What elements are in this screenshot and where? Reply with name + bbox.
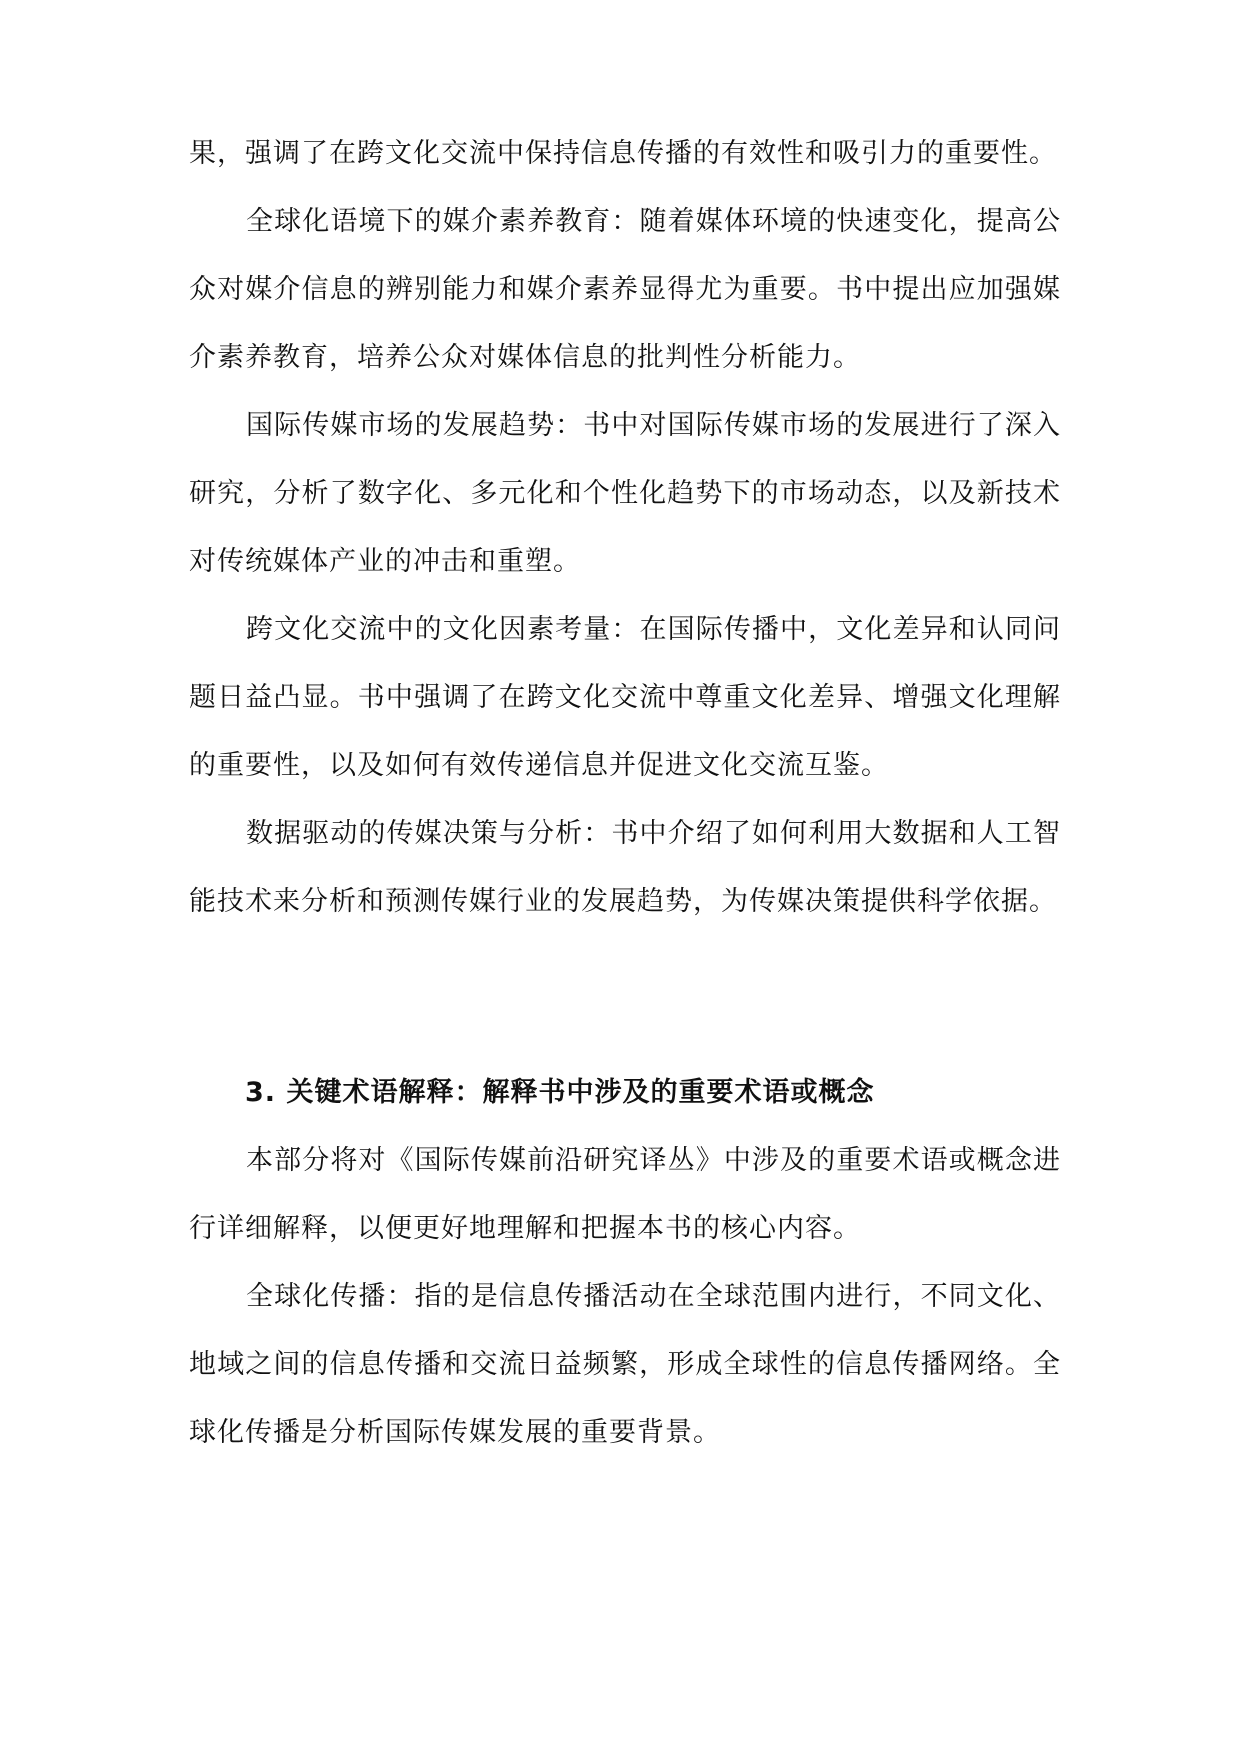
section-heading: 3. 关键术语解释：解释书中涉及的重要术语或概念 — [245, 1077, 875, 1108]
paragraph-data-driven: 数据驱动的传媒决策与分析：书中介绍了如何利用大数据和人工智能技术来分析和预测传媒行业的发展趋势，为传媒决策提供科学依据。 — [189, 818, 1061, 917]
paragraph-section-intro: 本部分将对《国际传媒前沿研究译丛》中涉及的重要术语或概念进行详细解释，以便更好地理解和把握本书的核心内容。 — [189, 1145, 1061, 1244]
paragraph-continuation: 果，强调了在跨文化交流中保持信息传播的有效性和吸引力的重要性。 — [189, 138, 1057, 169]
paragraph-market-trends: 国际传媒市场的发展趋势：书中对国际传媒市场的发展进行了深入研究，分析了数字化、多元化和个性化趋势下的市场动态，以及新技术对传统媒体产业的冲击和重塑。 — [189, 410, 1061, 577]
paragraph-term-globalization: 全球化传播：指的是信息传播活动在全球范围内进行，不同文化、地域之间的信息传播和交流日益频繁，形成全球性的信息传播网络。全球化传播是分析国际传媒发展的重要背景。 — [189, 1281, 1061, 1448]
paragraph-media-literacy: 全球化语境下的媒介素养教育：随着媒体环境的快速变化，提高公众对媒介信息的辨别能力和媒介素养显得尤为重要。书中提出应加强媒介素养教育，培养公众对媒体信息的批判性分析能力。 — [189, 206, 1061, 373]
paragraph-cultural-factors: 跨文化交流中的文化因素考量：在国际传播中，文化差异和认同问题日益凸显。书中强调了在跨文化交流中尊重文化差异、增强文化理解的重要性，以及如何有效传递信息并促进文化交流互鉴。 — [189, 614, 1061, 781]
